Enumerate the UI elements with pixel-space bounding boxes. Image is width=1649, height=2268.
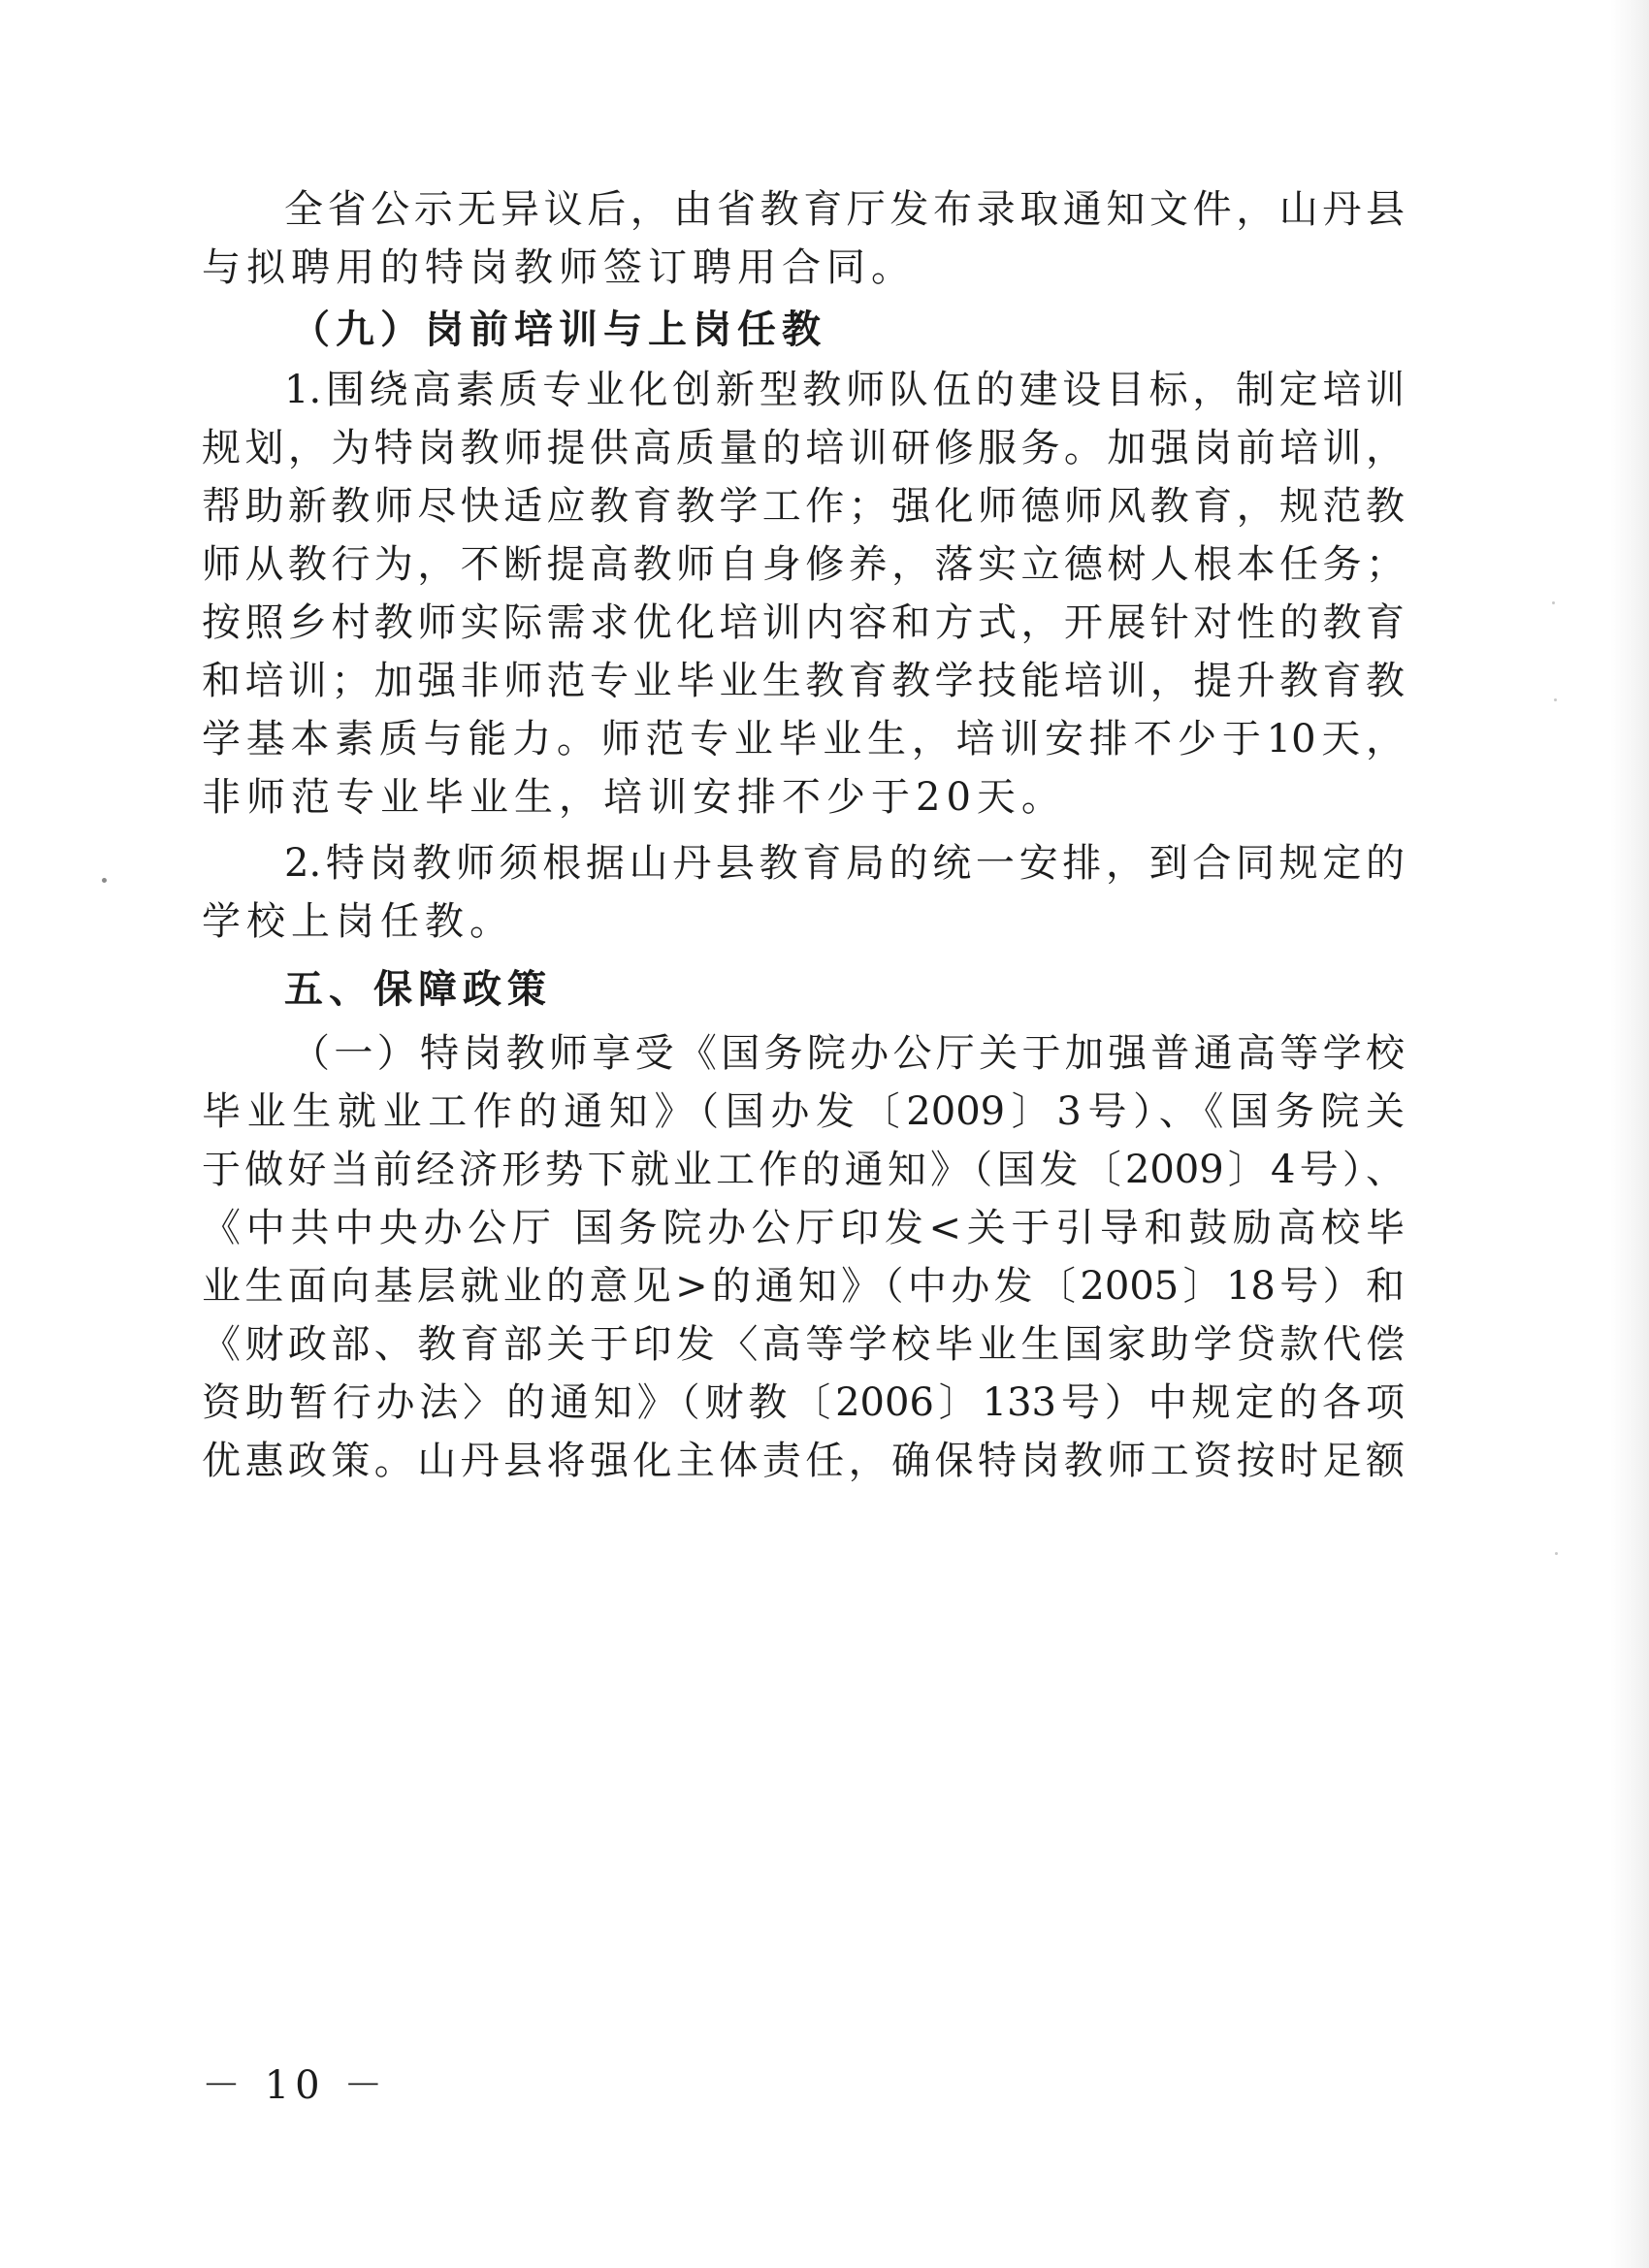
paragraph-line: 全省公示无异议后，由省教育厅发布录取通知文件，山丹县	[284, 187, 1405, 232]
paragraph-line: 非师范专业毕业生，培训安排不少于20天。	[202, 775, 1066, 820]
scan-speck	[1552, 601, 1555, 604]
paragraph-line: 《财政部、教育部关于印发〈高等学校毕业生国家助学贷款代偿	[202, 1322, 1405, 1367]
paragraph-line: 按照乡村教师实际需求优化培训内容和方式，开展针对性的教育	[202, 600, 1405, 645]
paragraph-line: 《中共中央办公厅 国务院办公厅印发<关于引导和鼓励高校毕	[202, 1206, 1405, 1250]
paragraph-line: 师从教行为，不断提高教师自身修养，落实立德树人根本任务；	[202, 542, 1405, 587]
paragraph-line: 业生面向基层就业的意见>的通知》（中办发〔2005〕18号）和	[202, 1264, 1405, 1309]
paragraph-line: 2.特岗教师须根据山丹县教育局的统一安排，到合同规定的	[284, 841, 1405, 886]
paragraph-line: 学基本素质与能力。师范专业毕业生，培训安排不少于10天，	[202, 717, 1405, 761]
scan-speck	[1554, 698, 1557, 701]
scan-speck	[102, 878, 107, 883]
scan-edge-shadow	[1610, 0, 1649, 2268]
paragraph-line: 与拟聘用的特岗教师签订聘用合同。	[202, 245, 916, 290]
paragraph-line: 规划，为特岗教师提供高质量的培训研修服务。加强岗前培训，	[202, 426, 1405, 470]
paragraph-line: 资助暂行办法〉的通知》（财教〔2006〕133号）中规定的各项	[202, 1380, 1405, 1425]
paragraph-line: 毕业生就业工作的通知》（国办发〔2009〕3号）、《国务院关	[202, 1089, 1405, 1134]
paragraph-line: 1.围绕高素质专业化创新型教师队伍的建设目标，制定培训	[284, 368, 1405, 412]
paragraph-line: 于做好当前经济形势下就业工作的通知》（国发〔2009〕4号）、	[202, 1148, 1405, 1192]
paragraph-line: 优惠政策。山丹县将强化主体责任，确保特岗教师工资按时足额	[202, 1439, 1405, 1483]
section-heading: 五、保障政策	[284, 966, 552, 1012]
scan-speck	[1555, 1552, 1558, 1555]
page-number: － 10 －	[202, 2063, 389, 2108]
paragraph-line: 和培训；加强非师范专业毕业生教育教学技能培训，提升教育教	[202, 659, 1405, 703]
paragraph-line: （一）特岗教师享受《国务院办公厅关于加强普通高等学校	[291, 1031, 1405, 1076]
section-heading: （九）岗前培训与上岗任教	[291, 307, 826, 352]
paragraph-line: 学校上岗任教。	[202, 899, 514, 944]
paragraph-line: 帮助新教师尽快适应教育教学工作；强化师德师风教育，规范教	[202, 484, 1405, 529]
